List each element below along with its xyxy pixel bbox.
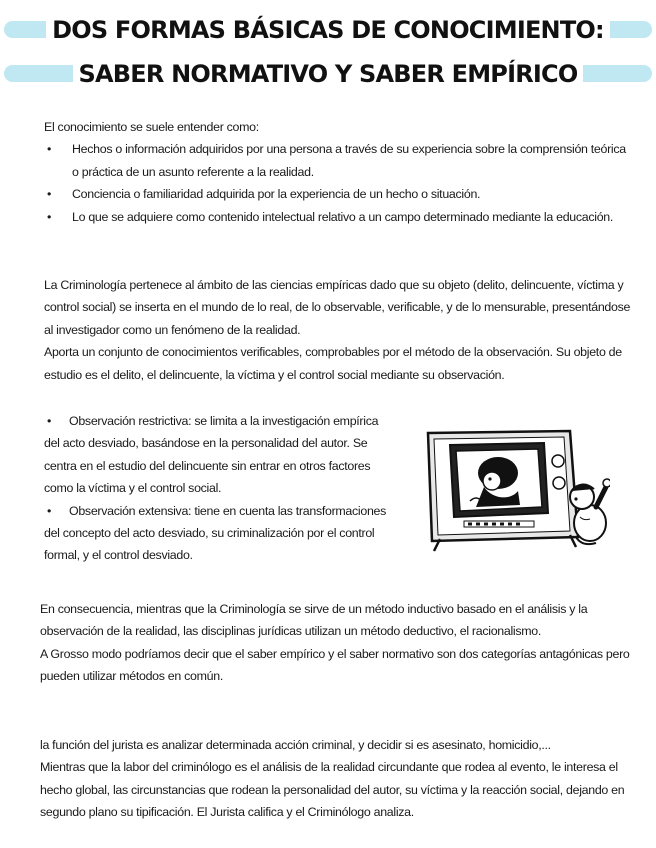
observation-restrictive: • Observación restrictiva: se limita a la investigación empírica del acto desviado, basándose en la personalidad del autor. Se centra en el estudio del delincuente sin entrar en otros factores como la víctima y el control social. <box>44 410 394 500</box>
bullet-glyph: • <box>47 503 52 518</box>
observation-section <box>44 410 394 567</box>
intro-lead: El conocimiento se suele entender como: <box>44 120 259 134</box>
observation-extensive: • Observación extensiva: tiene en cuenta las transformaciones del concepto del acto desviado, su criminalización por el control formal, y el control desviado. <box>44 500 394 567</box>
title-line-1: DOS FORMAS BÁSICAS DE CONOCIMIENTO: <box>0 10 656 50</box>
conclusion-section <box>40 598 632 688</box>
title-line-2: SABER NORMATIVO Y SABER EMPÍRICO <box>0 54 656 94</box>
jurist-section <box>40 734 632 824</box>
criminology-section <box>44 274 636 386</box>
title-line-1-row <box>0 10 656 50</box>
intro-section <box>44 116 634 228</box>
list-item: • Lo que se adquiere como contenido intelectual relativo a un campo determinado mediante la educación. <box>44 206 634 228</box>
jurist-paragraph: Mientras que la labor del criminólogo es el análisis de la realidad circundante que rodea al evento, le interesa el hecho global, las circunstancias que rodean la personalidad del autor, su víctima y la reacción social, dejando en segundo plano su tipificación. El Jurista califica y el Criminólogo analiza. <box>40 760 625 820</box>
criminology-paragraph: La Criminología pertenece al ámbito de las ciencias empíricas dado que su objeto (delito, delincuente, víctima y control social) se inserta en el mundo de lo real, de lo observable, verificable, y de lo mensurable, presentándose al investigador como un fenómeno de la realidad. <box>44 278 631 337</box>
conclusion-paragraph: A Grosso modo podríamos decir que el saber empírico y el saber normativo son dos categorías antagónicas pero pueden utilizar métodos en común. <box>40 646 630 684</box>
list-item: • Hechos o información adquiridos por una persona a través de su experiencia sobre la comprensión teórica o práctica de un asunto referente a la realidad. <box>44 138 634 183</box>
jurist-paragraph: la función del jurista es analizar determinada acción criminal, y decidir si es asesinato, homicidio,... <box>40 738 551 752</box>
criminology-paragraph: Aporta un conjunto de conocimientos verificables, comprobables por el método de la observación. Su objeto de estudio es el delito, el delincuente, la víctima y el control social mediante su observación. <box>44 345 622 382</box>
intro-bullet-list <box>44 138 634 228</box>
title-line-2-row <box>0 54 656 94</box>
conclusion-paragraph: En consecuencia, mientras que la Criminología se sirve de un método inductivo basado en el análisis y la observación de la realidad, las disciplinas jurídicas utilizan un método deductivo, el racionalismo. <box>40 602 588 639</box>
list-item: • Conciencia o familiaridad adquirida por la experiencia de un hecho o situación. <box>44 183 634 205</box>
retro-tv-illustration-icon <box>420 425 610 555</box>
bullet-glyph: • <box>47 414 52 428</box>
